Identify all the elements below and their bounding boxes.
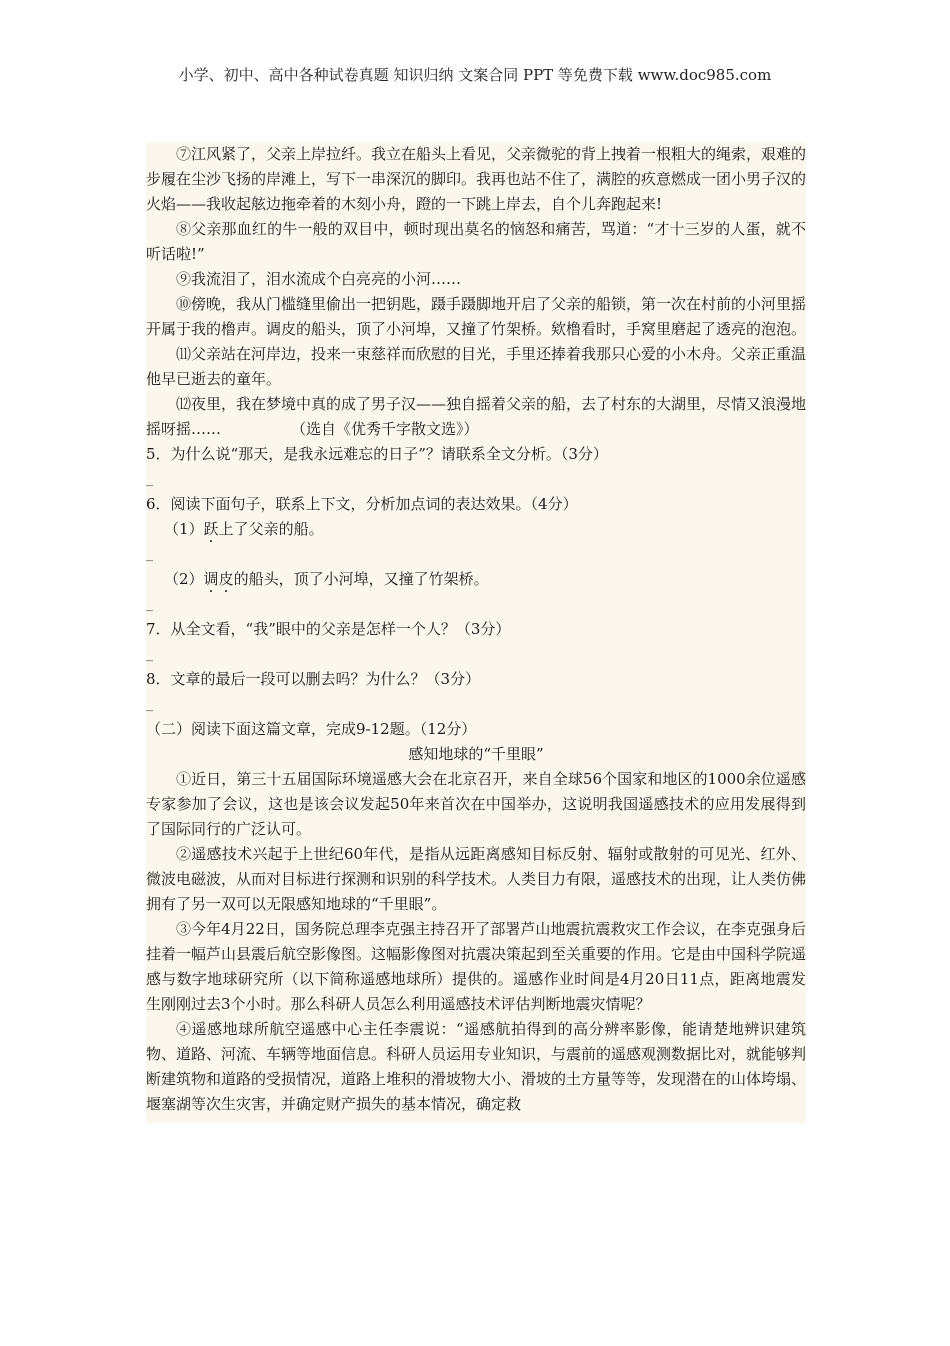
section-2-intro: （二）阅读下面这篇文章，完成9-12题。（12分）: [146, 720, 477, 738]
dotted-word-pi: 皮: [218, 570, 234, 588]
answer-blank-6-2[interactable]: _: [146, 596, 153, 612]
article-paragraph-4: ④遥感地球所航空遥感中心主任李震说：“遥感航拍得到的高分辨率影像，能请楚地辨识建筑物、道路、河流、车辆等地面信息。科研人员运用专业知识，与震前的遥感观测数据比对，就能够判断建筑物和道路的受损情况，道路上堆积的滑坡物大小、滑坡的土方量等等，发现潜在的山体垮塌、堰塞湖等次生灾害，并确定财产损失的基本情况，确定救: [146, 1020, 807, 1113]
dotted-word-yue: 跃: [203, 520, 219, 538]
paragraph-9: ⑨我流泪了，泪水流成个白亮亮的小河……: [176, 270, 462, 288]
answer-blank-5[interactable]: _: [146, 471, 153, 487]
q6-2-number: （2）: [164, 570, 204, 588]
question-7: 7．从全文看，“我”眼中的父亲是怎样一个人？（3分）: [146, 620, 511, 638]
answer-blank-6-1[interactable]: _: [146, 546, 153, 562]
paragraph-7: ⑦江风紧了，父亲上岸拉纤。我立在船头上看见，父亲微驼的背上拽着一根粗大的绳索，艰难的步履在尘沙飞扬的岸滩上，写下一串深沉的脚印。我再也站不住了，满腔的疚意燃成一团小男子汉的火焰——我收起舷边拖牵着的木刻小舟，蹬的一下跳上岸去，自个儿奔跑起来!: [146, 145, 807, 213]
passage-source: （选自《优秀千字散文选》）: [291, 420, 479, 438]
question-6-1: [146, 517, 806, 542]
answer-blank-8[interactable]: _: [146, 696, 153, 712]
dotted-word-tiao: 调: [203, 570, 219, 588]
q6-2-text: 的船头，顶了小河埠，又撞了竹架桥。: [233, 570, 489, 588]
question-5: 5．为什么说“那天，是我永远难忘的日子”？请联系全文分析。（3分）: [146, 445, 608, 463]
paragraph-8: ⑧父亲那血红的牛一般的双目中，顿时现出莫名的恼怒和痛苦，骂道：“才十三岁的人蛋，就不听话啦!”: [146, 220, 806, 263]
article-paragraph-3: ③今年4月22日，国务院总理李克强主持召开了部署芦山地震抗震救灾工作会议，在李克强身后挂着一幅芦山县震后航空影像图。这幅影像图对抗震决策起到至关重要的作用。它是由中国科学院遥感与数字地球研究所（以下简称遥感地球所）提供的。遥感作业时间是4月20日11点，距离地震发生刚刚过去3个小时。那么科研人员怎么利用遥感技术评估判断地震灾情呢？: [146, 920, 807, 1013]
q6-1-number: （1）: [164, 520, 204, 538]
document-body: [146, 142, 806, 1123]
q6-1-text: 上了父亲的船。: [218, 520, 324, 538]
site-header: 小学、初中、高中各种试卷真题 知识归纳 文案合同 PPT 等免费下载 www.doc985.com: [178, 66, 772, 84]
paragraph-11: ⑾父亲站在河岸边，投来一束慈祥而欣慰的目光，手里还捧着我那只心爱的小木舟。父亲正重温他早已逝去的童年。: [146, 345, 807, 388]
paragraph-12-text: ⑿夜里，我在梦境中真的成了男子汉——独自摇着父亲的船，去了村东的大湖里，尽情又浪漫地摇呀摇……: [146, 395, 807, 438]
paragraph-12: [146, 392, 806, 442]
article-title: 感知地球的“千里眼”: [408, 745, 544, 763]
question-6-2: [146, 567, 806, 592]
question-8: 8．文章的最后一段可以删去吗？为什么？（3分）: [146, 670, 481, 688]
article-paragraph-1: ①近日，第三十五届国际环境遥感大会在北京召开，来自全球56个国家和地区的1000余位遥感专家参加了会议，这也是该会议发起50年来首次在中国举办，这说明我国遥感技术的应用发展得到了国际同行的广泛认可。: [146, 770, 806, 838]
answer-blank-7[interactable]: _: [146, 646, 153, 662]
paragraph-10: ⑩傍晚，我从门槛缝里偷出一把钥匙，蹑手蹑脚地开启了父亲的船锁，第一次在村前的小河里摇开属于我的橹声。调皮的船头，顶了小河埠，又撞了竹架桥。欸橹看时，手窝里磨起了透亮的泡泡。: [146, 295, 807, 338]
question-6: 6．阅读下面句子，联系上下文，分析加点词的表达效果。（4分）: [146, 495, 578, 513]
article-paragraph-2: ②遥感技术兴起于上世纪60年代，是指从远距离感知目标反射、辐射或散射的可见光、红外、微波电磁波，从而对目标进行探测和识别的科学技术。人类目力有限，遥感技术的出现，让人类仿佛拥有了另一双可以无限感知地球的“千里眼”。: [146, 845, 807, 913]
